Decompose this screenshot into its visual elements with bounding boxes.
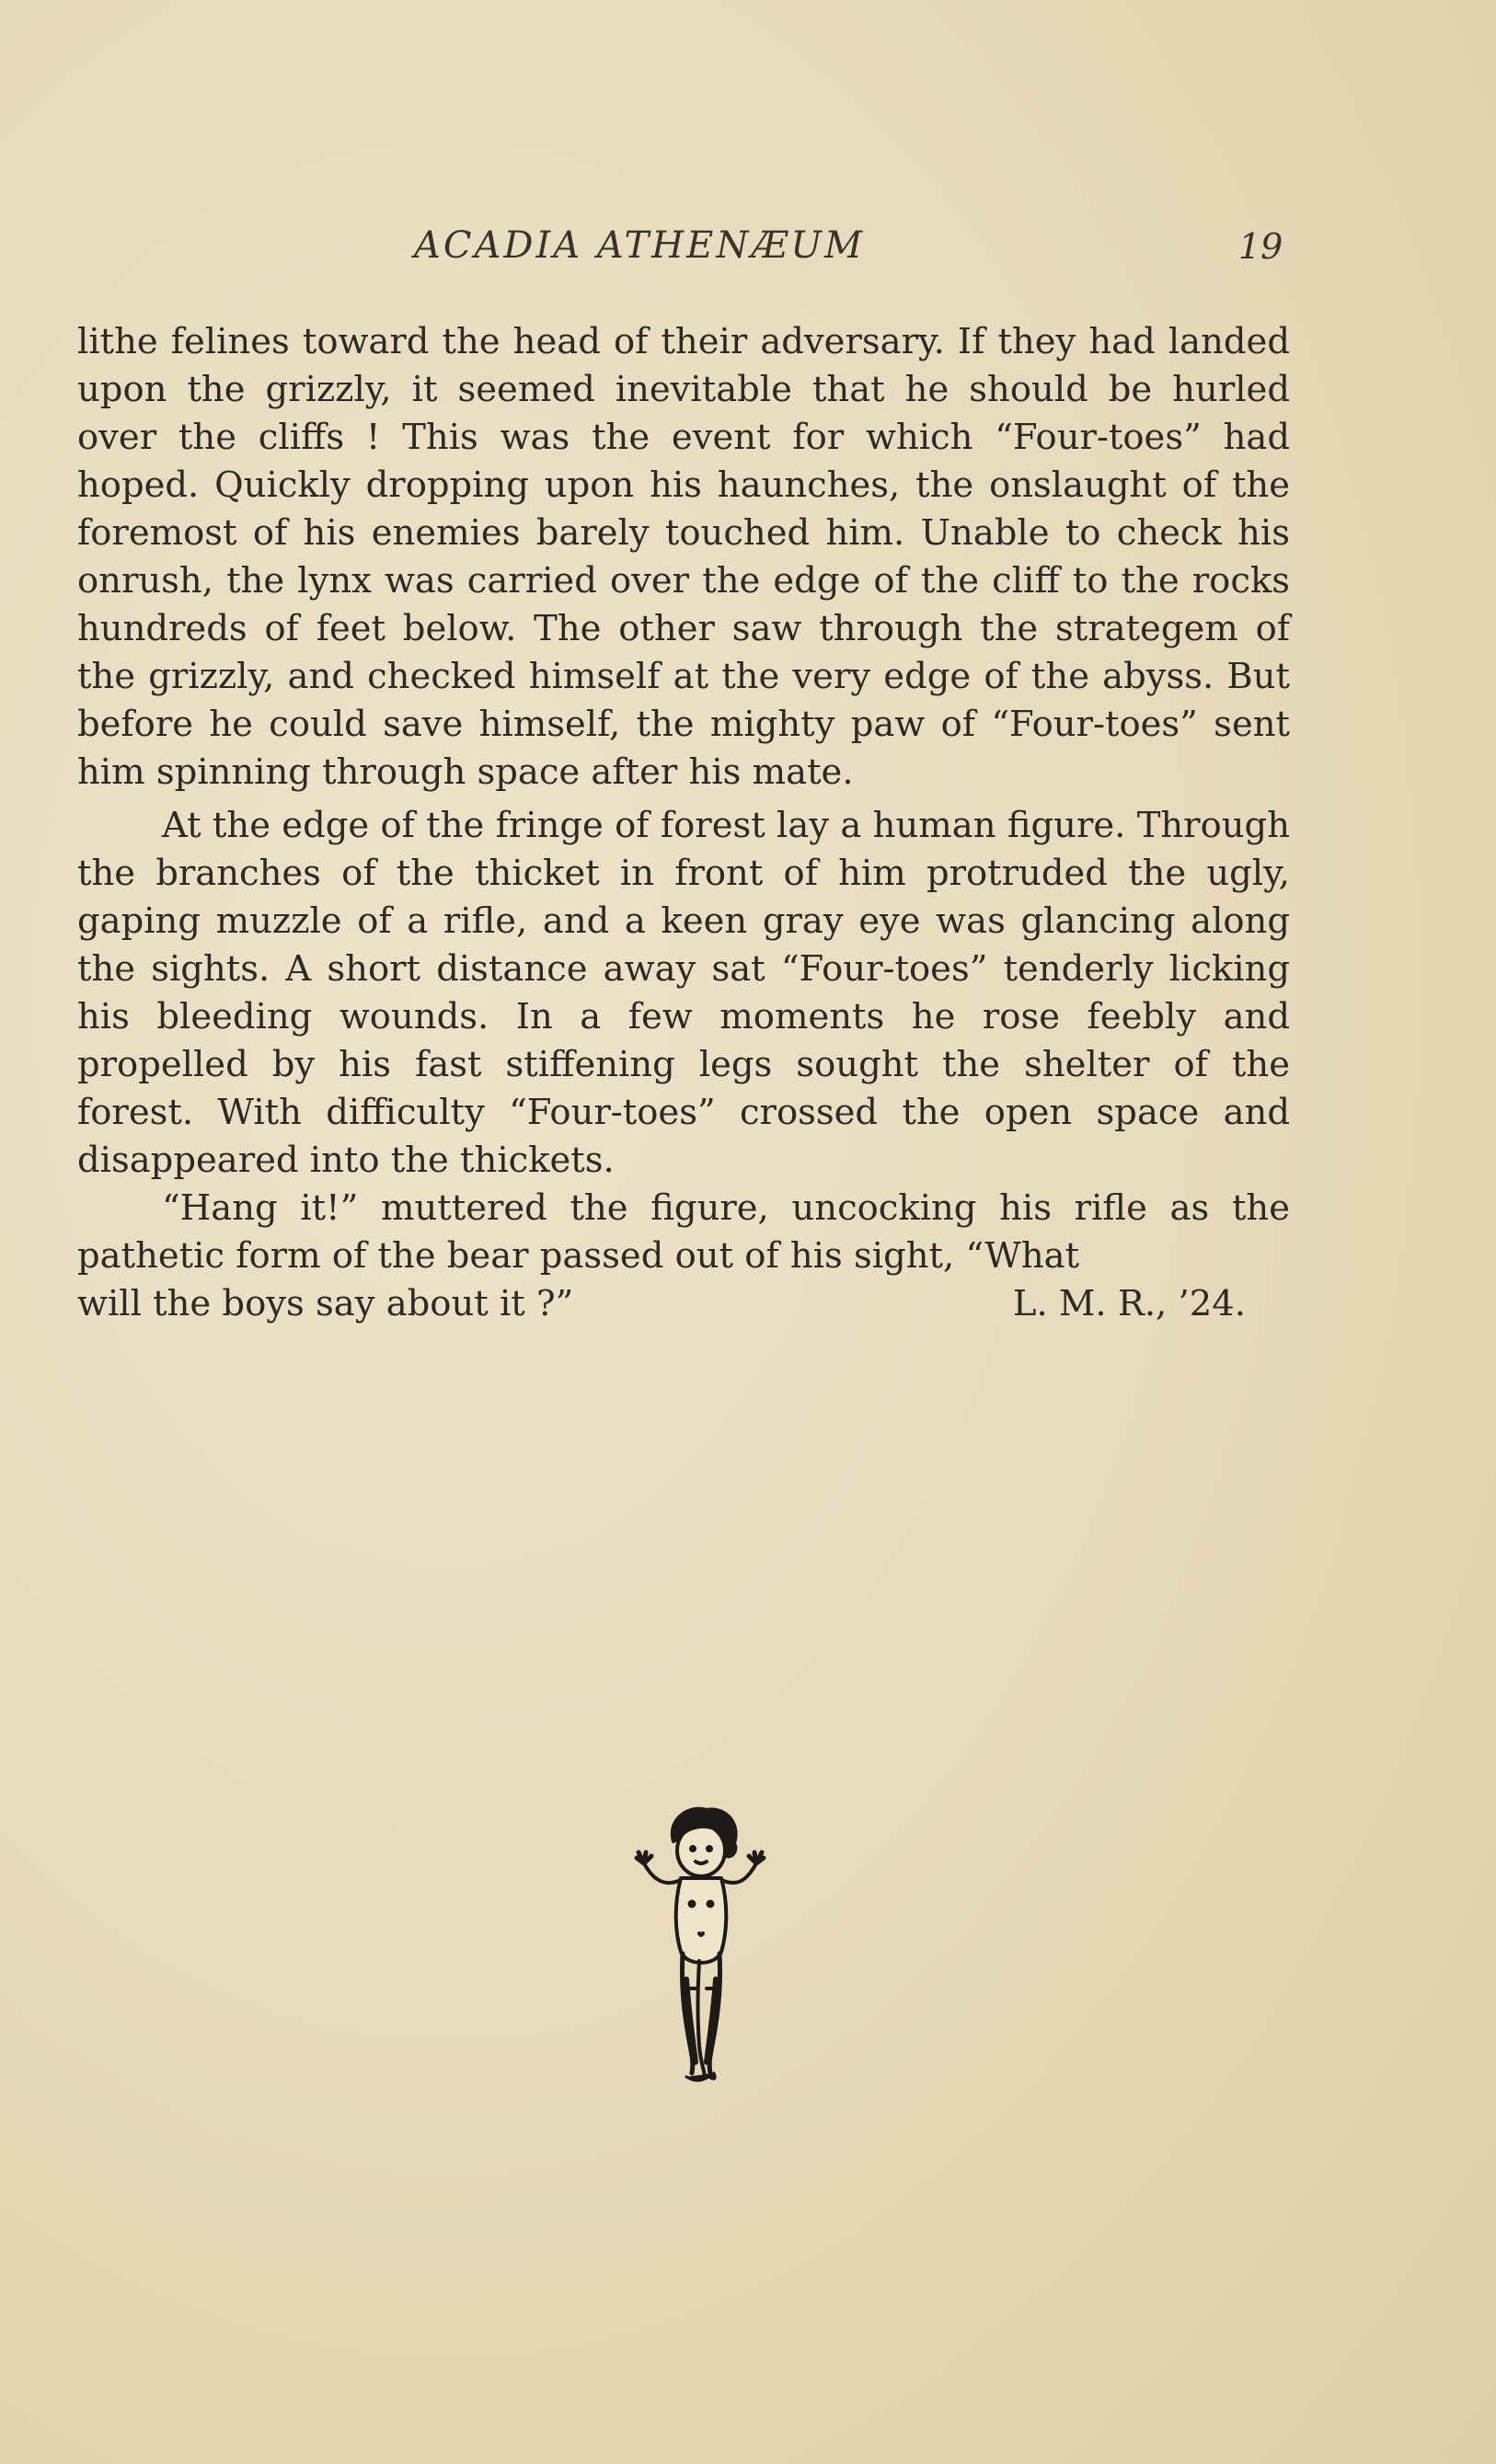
closing-text: “Hang it!” muttered the figure, uncocking his rifle as the pathetic form of the bear passed out of his sight, “What <box>77 1187 1290 1277</box>
article-body <box>77 318 1290 1328</box>
paragraph-2: At the edge of the fringe of forest lay a human figure. Through the branches of the thicket in front of him protruded the ugly, gaping muzzle of a rifle, and a keen gray eye was glancing along the sights. A short distance away sat “Four-toes” tenderly licking his bleeding wounds. In a few moments he rose feebly and propelled by his fast stiffening legs sought the shelter of the forest. With difficulty “Four-toes” crossed the open space and disappeared into the thickets. <box>77 805 1290 1181</box>
running-title: ACADIA ATHENÆUM <box>414 224 866 267</box>
cherub-figure-icon <box>616 1805 782 2090</box>
author-signature: L. M. R., ’24. <box>1012 1283 1246 1324</box>
paragraph-3 <box>77 1185 1290 1280</box>
page-number: 19 <box>1238 226 1283 267</box>
paragraph-1: lithe felines toward the head of their adversary. If they had landed upon the grizzly, it seemed inevitable that he should be hurled over the cliffs ! This was the event for which “Four-toes” had hoped. Quickly dropping upon his haunches, the onslaught of the foremost of his enemies barely touched him. Unable to check his onrush, the lynx was carried over the edge of the cliff to the rocks hundreds of feet below. The other saw through the strategem of the grizzly, and checked himself at the very edge of the abyss. But before he could save himself, the mighty paw of “Four-toes” sent him spinning through space after his mate. <box>77 321 1290 793</box>
running-head <box>0 224 1496 280</box>
closing-last-line: will the boys say about it ?” <box>77 1283 574 1324</box>
signoff-line <box>77 1280 1290 1328</box>
